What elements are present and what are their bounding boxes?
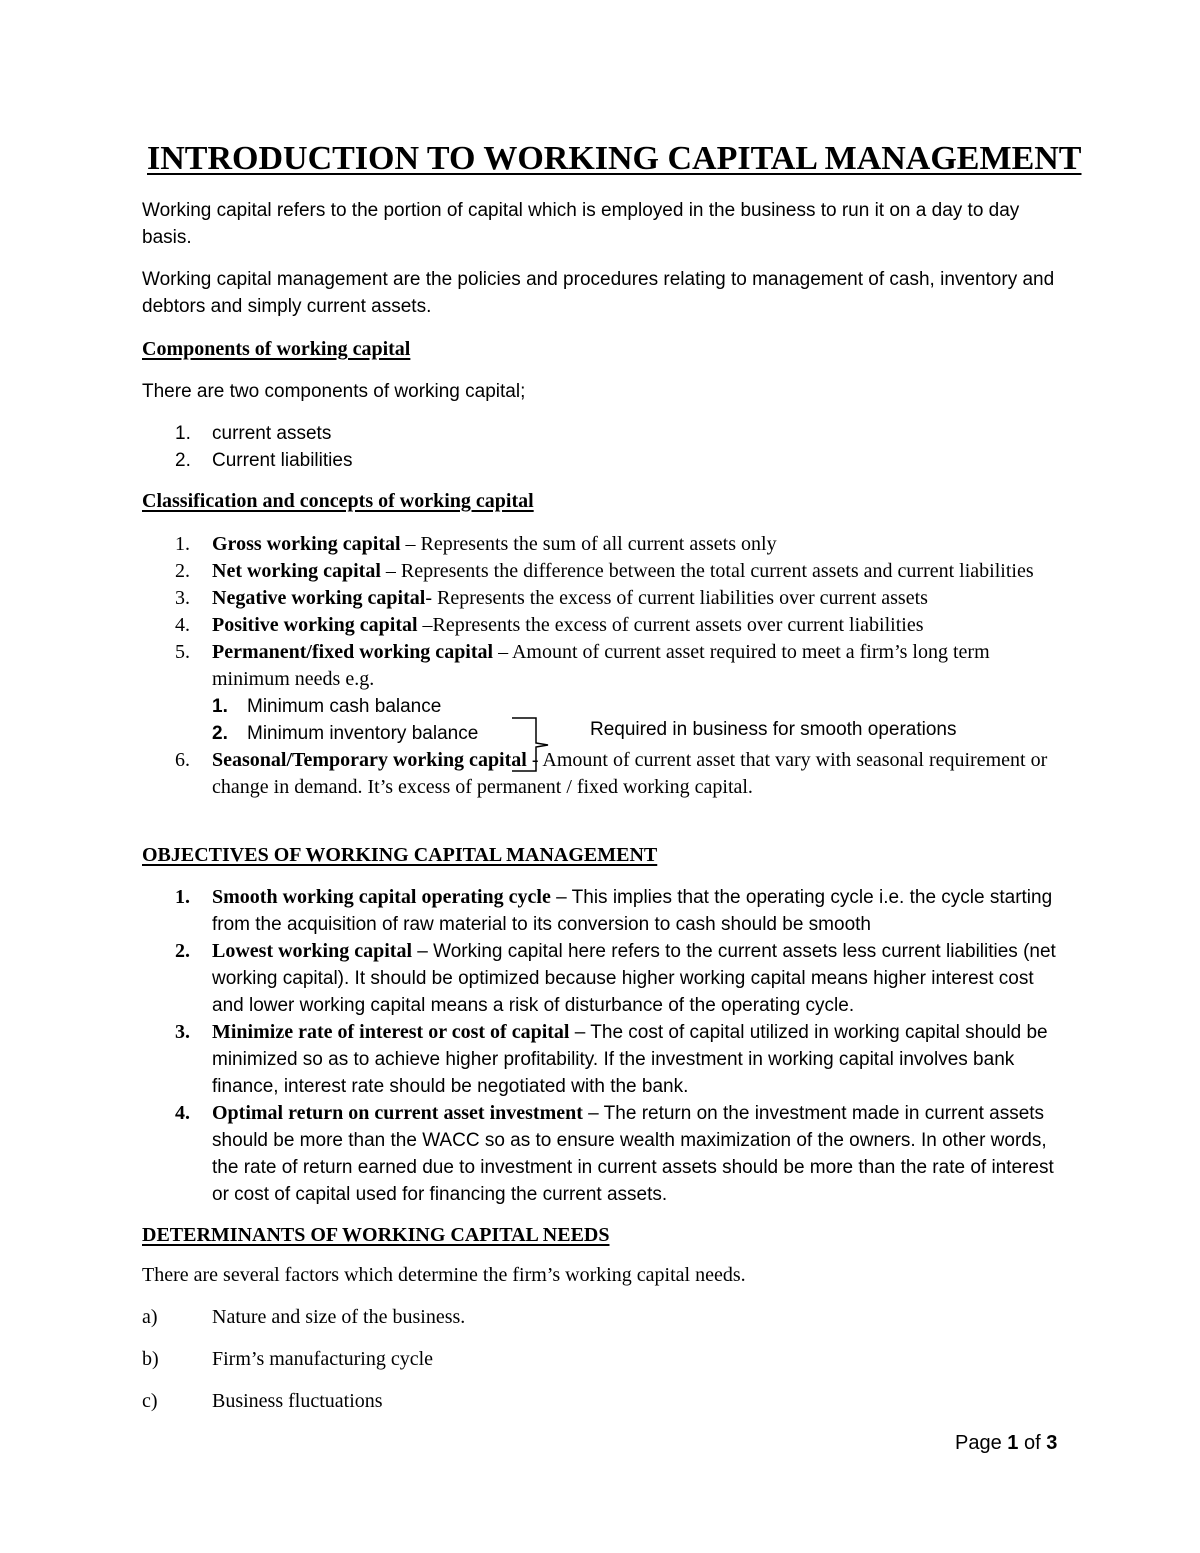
list-item-term: Smooth working capital operating cycle [212, 886, 551, 908]
intro-paragraph-2: Working capital management are the policies and procedures relating to management of cash, inventory and debtors and simply current assets. [142, 269, 1055, 317]
list-number: 1. [175, 423, 191, 444]
list-item-term: Positive working capital [212, 614, 418, 636]
list-item-text: – Amount of current asset required to meet a firm’s long term minimum needs e.g. [212, 641, 990, 690]
list-item [142, 884, 1062, 938]
list-item-text: – Working capital here refers to the current assets less current liabilities (net working capital). It should be optimized because higher working capital means higher interest cost and lower working capital means a risk of disturbance of the operating cycle. [212, 941, 1056, 1016]
list-item-text: – This implies that the operating cycle i.e. the cycle starting from the acquisition of raw material to its conversion to cash should be smooth [212, 887, 1053, 935]
list-item [142, 938, 1062, 1019]
list-letter: a) [142, 1306, 158, 1328]
list-item-text: – Represents the sum of all current assets only [400, 533, 777, 555]
list-item-text: – Represents the difference between the total current assets and current liabilities [380, 560, 1034, 582]
list-item-text: –Represents the excess of current assets over current liabilities [417, 614, 924, 636]
list-item [142, 747, 1062, 801]
page-title: INTRODUCTION TO WORKING CAPITAL MANAGEMENT [147, 140, 1082, 177]
list-number: 3. [175, 587, 190, 609]
list-item-term: Negative working capital [212, 587, 426, 609]
sub-list-item [142, 693, 1062, 720]
list-item-term: Optimal return on current asset investment [212, 1102, 583, 1124]
list-item [142, 420, 1062, 447]
list-item [142, 531, 1062, 558]
list-number: 2. [175, 450, 191, 471]
list-item-text: - Amount of current asset that vary with seasonal requirement or change in demand. It’s excess of permanent / fixed working capital. [212, 749, 1048, 798]
list-item [142, 447, 1062, 474]
list-item-text: Current liabilities [212, 450, 353, 471]
determinants-heading: DETERMINANTS OF WORKING CAPITAL NEEDS [142, 1224, 610, 1246]
list-item-term: Permanent/fixed working capital [212, 641, 494, 663]
determinants-lead: There are several factors which determine the firm’s working capital needs. [142, 1264, 746, 1286]
current-page-number: 1 [1007, 1432, 1019, 1454]
footer-prefix: Page [955, 1432, 1008, 1454]
list-item-text: current assets [212, 423, 332, 444]
list-item-term: Gross working capital [212, 533, 401, 555]
sub-list-text: Minimum cash balance [247, 696, 442, 717]
list-number: 1. [175, 886, 190, 908]
components-list [142, 420, 1062, 474]
list-item-text: Firm’s manufacturing cycle [212, 1348, 434, 1370]
page-number-footer [955, 1432, 1057, 1455]
list-item [142, 1100, 1062, 1208]
list-item-text: – The cost of capital utilized in working capital should be minimized so as to achieve higher profitability. If the investment in working capital involves bank finance, interest rate should be negotiated with the bank. [212, 1022, 1048, 1097]
list-item-term: Seasonal/Temporary working capital [212, 749, 527, 771]
list-number: 2. [175, 940, 190, 962]
sub-list-note: Required in business for smooth operations [590, 719, 957, 740]
footer-separator: of [1018, 1432, 1047, 1454]
list-number: 4. [175, 1102, 190, 1124]
list-item-term: Lowest working capital [212, 940, 412, 962]
list-number: 5. [175, 641, 190, 663]
components-heading: Components of working capital [142, 338, 411, 360]
total-pages-number: 3 [1046, 1432, 1058, 1454]
list-number: 4. [175, 614, 190, 636]
classification-list [142, 531, 1062, 801]
list-item-text: Nature and size of the business. [212, 1306, 466, 1328]
list-item-term: Net working capital [212, 560, 381, 582]
right-brace-icon [510, 716, 550, 774]
list-number: 3. [175, 1021, 190, 1043]
list-item-text: - Represents the excess of current liabilities over current assets [425, 587, 928, 609]
list-item-text: – The return on the investment made in current assets should be more than the WACC so as to ensure wealth maximization of the owners. In other words, the rate of return earned due to investment in current assets should be more than the rate of interest or cost of capital used for financing the current assets. [212, 1103, 1054, 1205]
classification-heading: Classification and concepts of working capital [142, 490, 534, 512]
list-item-term: Minimize rate of interest or cost of capital [212, 1021, 570, 1043]
objectives-list [142, 884, 1062, 1208]
components-lead: There are two components of working capital; [142, 381, 526, 402]
list-number: 1. [175, 533, 190, 555]
sub-list-number: 2. [212, 723, 228, 744]
list-number: 6. [175, 749, 190, 771]
list-item [142, 639, 1062, 693]
sub-list-text: Minimum inventory balance [247, 723, 479, 744]
list-letter: b) [142, 1348, 159, 1370]
list-item-text: Business fluctuations [212, 1390, 383, 1412]
sub-list-number: 1. [212, 696, 228, 717]
list-letter: c) [142, 1390, 158, 1412]
list-number: 2. [175, 560, 190, 582]
list-item [142, 612, 1062, 639]
intro-paragraph-1: Working capital refers to the portion of capital which is employed in the business to run it on a day to day basis. [142, 200, 1020, 248]
list-item [142, 585, 1062, 612]
list-item [142, 558, 1062, 585]
list-item [142, 1019, 1062, 1100]
objectives-heading: OBJECTIVES OF WORKING CAPITAL MANAGEMENT [142, 844, 658, 866]
